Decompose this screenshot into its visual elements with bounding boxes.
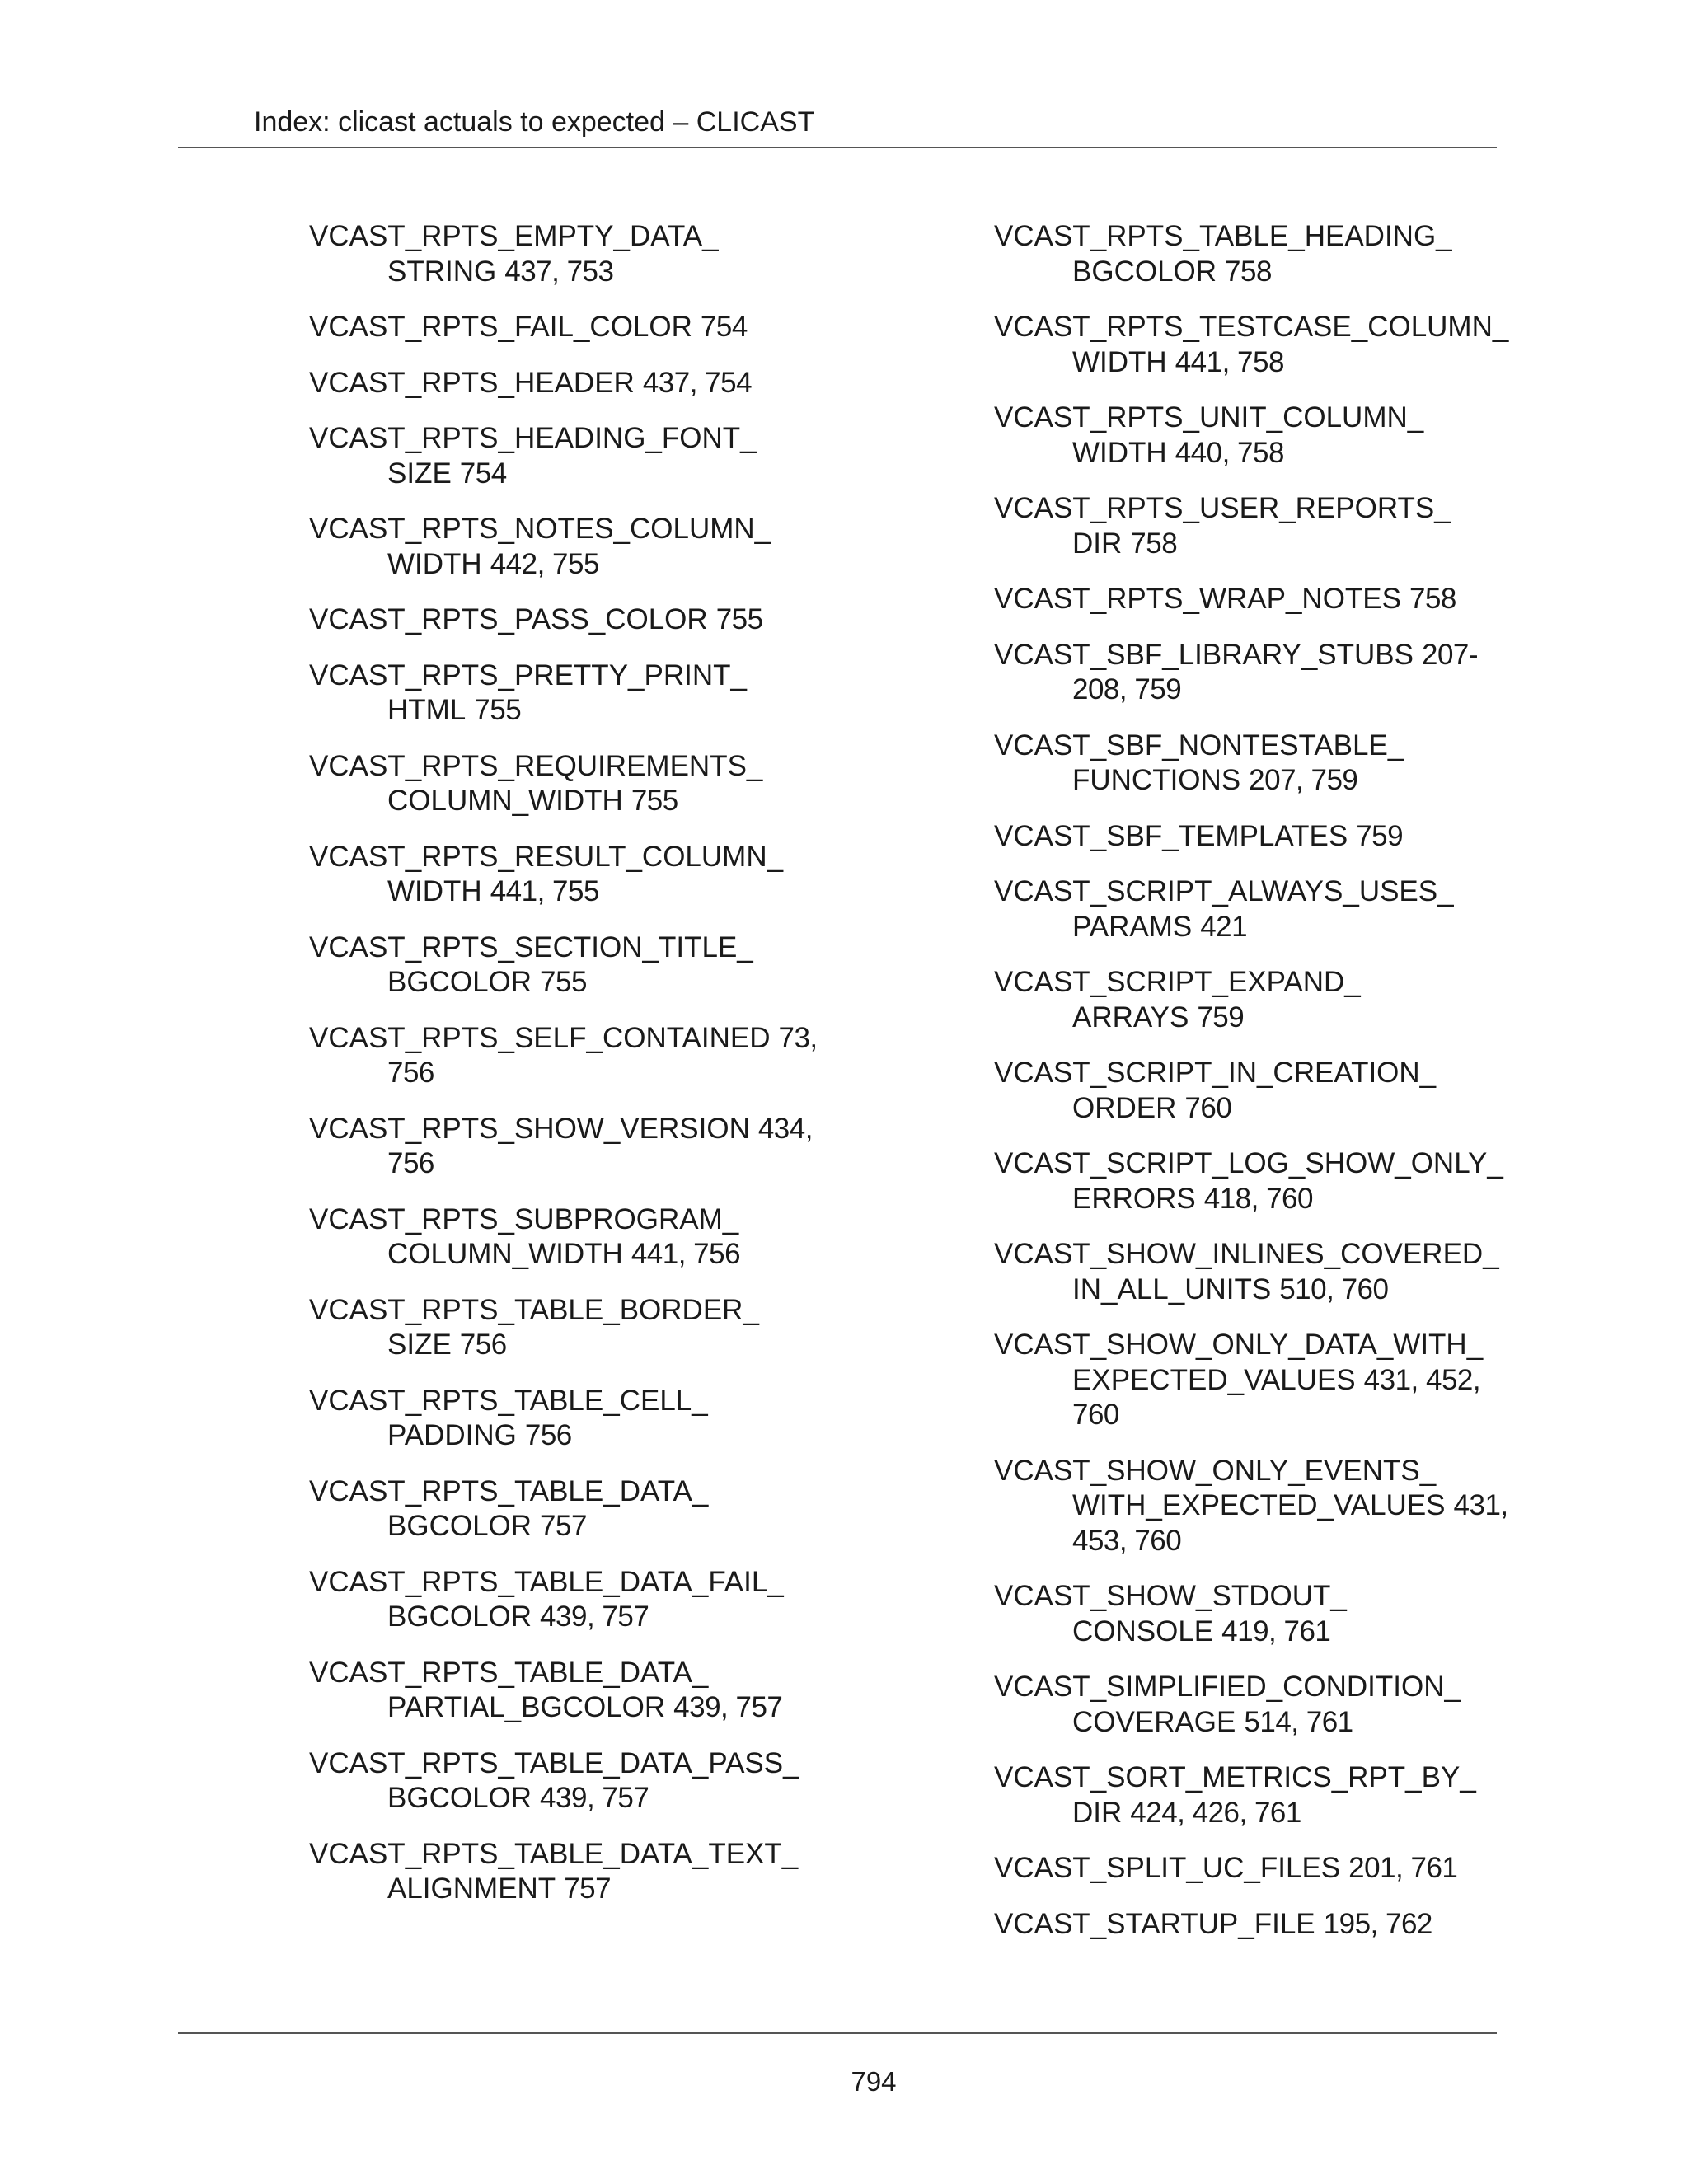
index-entry [309,512,804,582]
index-page-refs: 755 [715,603,763,635]
index-page-refs: 514, 761 [1244,1705,1353,1738]
index-entry [994,1760,1489,1830]
index-term: VCAST_RPTS_USER_REPORTS_ DIR [994,492,1451,560]
index-entry [309,840,804,910]
index-entry [994,1056,1489,1126]
index-term: VCAST_RPTS_RESULT_COLUMN_ WIDTH [309,840,784,907]
index-term: VCAST_SORT_METRICS_RPT_BY_ DIR [994,1761,1476,1829]
index-page-refs: 757 [540,1510,587,1542]
index-entry [309,1021,818,1091]
index-entry [309,658,804,729]
index-term: VCAST_RPTS_SHOW_VERSION [309,1112,750,1145]
index-page-refs: 434, 756 [387,1112,813,1179]
index-page-refs: 757 [564,1872,612,1905]
index-term: VCAST_RPTS_SELF_CONTAINED [309,1021,771,1054]
page-number: 794 [851,2066,897,2097]
index-term: VCAST_SCRIPT_LOG_SHOW_ONLY_ ERRORS [994,1147,1503,1215]
index-page-refs: 760 [1184,1091,1232,1124]
index-entry [994,729,1489,799]
index-page-refs: 418, 760 [1203,1182,1313,1215]
index-term: VCAST_RPTS_PRETTY_PRINT_ HTML [309,658,747,726]
index-page-refs: 510, 760 [1279,1272,1389,1305]
index-entry [994,401,1489,471]
index-entry [309,219,804,289]
index-page-refs: 442, 755 [490,547,599,580]
index-column-right [994,219,1509,1962]
index-term: VCAST_SPLIT_UC_FILES [994,1852,1341,1884]
index-entry [994,1328,1489,1433]
index-column-left [309,219,818,1928]
index-entry [309,366,804,401]
index-page-refs: 419, 761 [1221,1615,1331,1647]
index-page-refs: 759 [1356,819,1404,852]
index-entry [309,1837,804,1907]
index-term: VCAST_RPTS_TABLE_DATA_FAIL_ BGCOLOR [309,1565,784,1633]
index-entry [994,491,1489,561]
index-entry [994,819,1489,855]
index-page-refs: 756 [524,1419,572,1451]
index-entry [994,638,1489,708]
index-page-refs: 754 [459,457,507,490]
index-term: VCAST_RPTS_FAIL_COLOR [309,311,692,343]
index-page-refs: 755 [540,966,587,998]
index-page-refs: 195, 762 [1323,1907,1432,1940]
index-term: VCAST_SCRIPT_ALWAYS_USES_ PARAMS [994,875,1454,943]
index-page-refs: 431, 452, 760 [1072,1363,1481,1431]
index-page-refs: 431, 453, 760 [1072,1489,1508,1557]
index-page-refs: 759 [1197,1001,1245,1033]
index-page-refs: 424, 426, 761 [1130,1796,1301,1829]
index-entry [994,1851,1489,1886]
index-page-refs: 437, 754 [642,366,753,399]
index-entry [994,1907,1489,1943]
index-entry [309,421,804,491]
index-term: VCAST_STARTUP_FILE [994,1907,1315,1940]
index-term: VCAST_RPTS_SUBPROGRAM_ COLUMN_WIDTH [309,1202,739,1270]
index-entry [309,1474,804,1544]
running-header: Index: clicast actuals to expected – CLICAST [254,106,815,138]
index-entry [309,602,804,638]
index-entry [994,965,1489,1035]
index-page-refs: 440, 758 [1175,436,1284,469]
index-term: VCAST_RPTS_NOTES_COLUMN_ WIDTH [309,513,771,580]
index-term: VCAST_SHOW_ONLY_EVENTS_ WITH_EXPECTED_VALUES [994,1454,1446,1521]
index-term: VCAST_RPTS_TABLE_DATA_ PARTIAL_BGCOLOR [309,1656,709,1723]
index-term: VCAST_RPTS_UNIT_COLUMN_ WIDTH [994,401,1424,469]
index-page-refs: 441, 755 [490,875,599,907]
index-page-refs: 758 [1130,527,1178,560]
index-entry [309,1112,813,1182]
index-page-refs: 439, 757 [540,1782,649,1814]
index-entry [309,749,804,819]
index-term: VCAST_RPTS_PASS_COLOR [309,603,708,635]
index-page-refs: 73, 756 [387,1021,818,1089]
index-term: VCAST_SCRIPT_IN_CREATION_ ORDER [994,1057,1437,1124]
index-term: VCAST_SBF_NONTESTABLE_ FUNCTIONS [994,729,1404,796]
index-term: VCAST_RPTS_TABLE_HEADING_ BGCOLOR [994,220,1452,288]
index-page-refs: 441, 758 [1175,345,1284,378]
index-entry [309,310,804,345]
index-entry [994,310,1509,380]
index-term: VCAST_SBF_LIBRARY_STUBS [994,638,1414,671]
index-page-refs: 758 [1409,583,1456,615]
index-term: VCAST_RPTS_WRAP_NOTES [994,583,1401,615]
index-entry [309,1565,804,1635]
index-entry [994,1237,1499,1307]
index-page-refs: 756 [459,1329,507,1361]
index-page-refs: 437, 753 [504,255,614,288]
index-entry [994,1579,1489,1649]
index-page-refs: 754 [700,311,748,343]
index-entry [994,1454,1508,1559]
index-term: VCAST_RPTS_EMPTY_DATA_ STRING [309,220,719,288]
index-term: VCAST_SHOW_INLINES_COVERED_ IN_ALL_UNITS [994,1238,1499,1305]
index-entry [994,582,1489,617]
index-page-refs: 439, 757 [540,1601,649,1633]
index-term: VCAST_RPTS_HEADING_FONT_ SIZE [309,422,757,490]
index-page-refs: 439, 757 [673,1691,783,1723]
index-term: VCAST_SHOW_ONLY_DATA_WITH_ EXPECTED_VALUES [994,1329,1484,1396]
index-entry [309,1746,804,1816]
index-entry [309,1384,804,1454]
index-term: VCAST_RPTS_TABLE_DATA_ BGCOLOR [309,1474,709,1542]
index-entry [309,1202,804,1272]
index-entry [309,1293,804,1363]
index-term: VCAST_RPTS_TESTCASE_COLUMN_ WIDTH [994,311,1509,378]
index-term: VCAST_RPTS_TABLE_BORDER_ SIZE [309,1293,759,1361]
index-entry [309,930,804,1001]
index-term: VCAST_RPTS_TABLE_DATA_TEXT_ ALIGNMENT [309,1837,799,1905]
index-page-refs: 207- 208, 759 [1072,638,1479,705]
index-page-refs: 755 [631,785,678,817]
index-page-refs: 755 [474,694,522,726]
header-divider [178,147,1497,148]
index-term: VCAST_RPTS_TABLE_CELL_ PADDING [309,1384,708,1451]
index-term: VCAST_RPTS_HEADER [309,366,635,399]
index-term: VCAST_SBF_TEMPLATES [994,819,1348,852]
index-term: VCAST_RPTS_REQUIREMENTS_ COLUMN_WIDTH [309,749,763,817]
index-page-refs: 201, 761 [1348,1852,1458,1884]
index-page-refs: 758 [1225,255,1272,288]
index-page-refs: 441, 756 [631,1238,741,1270]
index-entry [994,1146,1503,1216]
footer-divider [178,2032,1497,2034]
index-entry [994,219,1489,289]
index-term: VCAST_RPTS_TABLE_DATA_PASS_ BGCOLOR [309,1746,799,1814]
index-term: VCAST_RPTS_SECTION_TITLE_ BGCOLOR [309,930,753,998]
index-page-refs: 207, 759 [1249,764,1358,796]
index-term: VCAST_SIMPLIFIED_CONDITION_ COVERAGE [994,1671,1461,1738]
index-term: VCAST_SHOW_STDOUT_ CONSOLE [994,1580,1347,1647]
index-page-refs: 421 [1200,910,1248,943]
index-entry [994,1670,1489,1740]
index-entry [309,1656,804,1726]
index-term: VCAST_SCRIPT_EXPAND_ ARRAYS [994,966,1361,1033]
index-entry [994,874,1489,944]
